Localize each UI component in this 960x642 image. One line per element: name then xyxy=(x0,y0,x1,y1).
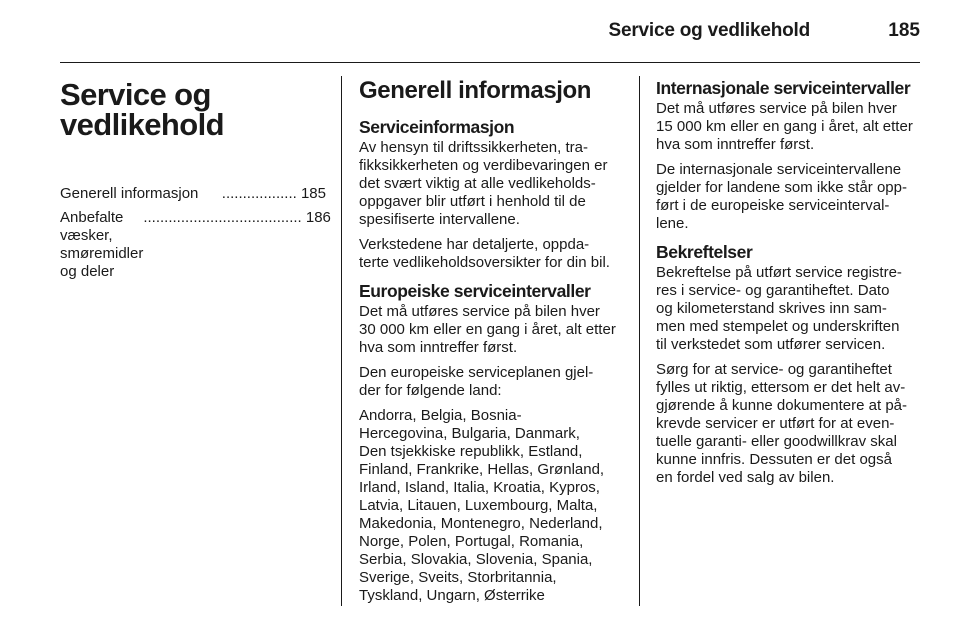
paragraph: Det må utføres service på bilen hver 30 000 km eller en gang i året, alt etter hva som inntreffer først. xyxy=(359,303,616,356)
toc-entry-label: Generell informasjon xyxy=(60,185,199,202)
paragraph: Det må utføres service på bilen hver 15 000 km eller en gang i året, alt etter hva som inntreffer først. xyxy=(656,100,913,153)
paragraph: Bekreftelse på utført service registre- res i service- og garantiheftet. Dato og kilometerstand skrives inn sam- men med stempelet og underskriften til verkstedet som utfører servicen. xyxy=(656,264,902,353)
chapter-title: Service og vedlikehold xyxy=(60,77,224,142)
table-of-contents xyxy=(60,185,331,281)
toc-entry-fluids[interactable] xyxy=(60,209,331,281)
subsection-heading-european-intervals: Europeiske serviceintervaller xyxy=(359,281,591,301)
paragraph: Den europeiske serviceplanen gjel- der for følgende land: xyxy=(359,364,594,399)
toc-entry-page: .................. 185 xyxy=(221,185,326,202)
running-header-title: Service og vedlikehold xyxy=(608,20,810,41)
subsection-heading-confirmations: Bekreftelser xyxy=(656,242,753,262)
paragraph: De internasjonale serviceintervallene gjelder for landene som ikke står opp- ført i de europeiske serviceinterval- lene. xyxy=(656,161,907,232)
country-list: Andorra, Belgia, Bosnia- Hercegovina, Bulgaria, Danmark, Den tsjekkiske republikk, Estland, Finland, Frankrike, Hellas, Grønland, Irland, Island, Italia, Kroatia, Kypros, Latvia, Litauen, Luxembourg, Malta, Makedonia, Montenegro, Nederland, Norge, Polen, Portugal, Romania, Serbia, Slovakia, Slovenia, Spania, Sverige, Sveits, Storbritannia, Tyskland, Ungarn, Østerrike xyxy=(359,407,605,604)
paragraph: Verkstedene har detaljerte, oppda- terte vedlikeholdsoversikter for din bil. xyxy=(359,236,610,271)
column-divider-right xyxy=(639,76,640,606)
toc-entry-page: ...................................... 186 xyxy=(143,209,331,226)
column-general-info xyxy=(359,62,623,612)
paragraph: Sørg for at service- og garantiheftet fylles ut riktig, ettersom er det helt av- gjørende å kunne dokumentere at på- krevde servicer er utført for at even- tuelle garanti- eller goodwillkrav skal kunne innfris. Dessuten er det også en fordel ved salg av bilen. xyxy=(656,361,907,486)
subsection-heading-service-info: Serviceinformasjon xyxy=(359,117,515,137)
subsection-heading-international-intervals: Internasjonale serviceintervaller xyxy=(656,78,911,98)
column-divider-left xyxy=(341,76,342,606)
column-intervals-confirmations xyxy=(656,62,922,494)
toc-entry-general-info[interactable] xyxy=(60,185,326,203)
toc-entry-label: Anbefalte væsker, smøremidler og deler xyxy=(60,209,144,280)
section-heading: Generell informasjon xyxy=(359,77,592,104)
column-chapter xyxy=(60,62,331,281)
page-number: 185 xyxy=(888,20,920,41)
paragraph: Av hensyn til driftssikkerheten, tra- fikksikkerheten og verdibevaringen er det svært viktig at alle vedlikeholds- oppgaver blir utført i henhold til de spesifiserte intervallene. xyxy=(359,139,608,228)
page-header xyxy=(60,0,920,63)
